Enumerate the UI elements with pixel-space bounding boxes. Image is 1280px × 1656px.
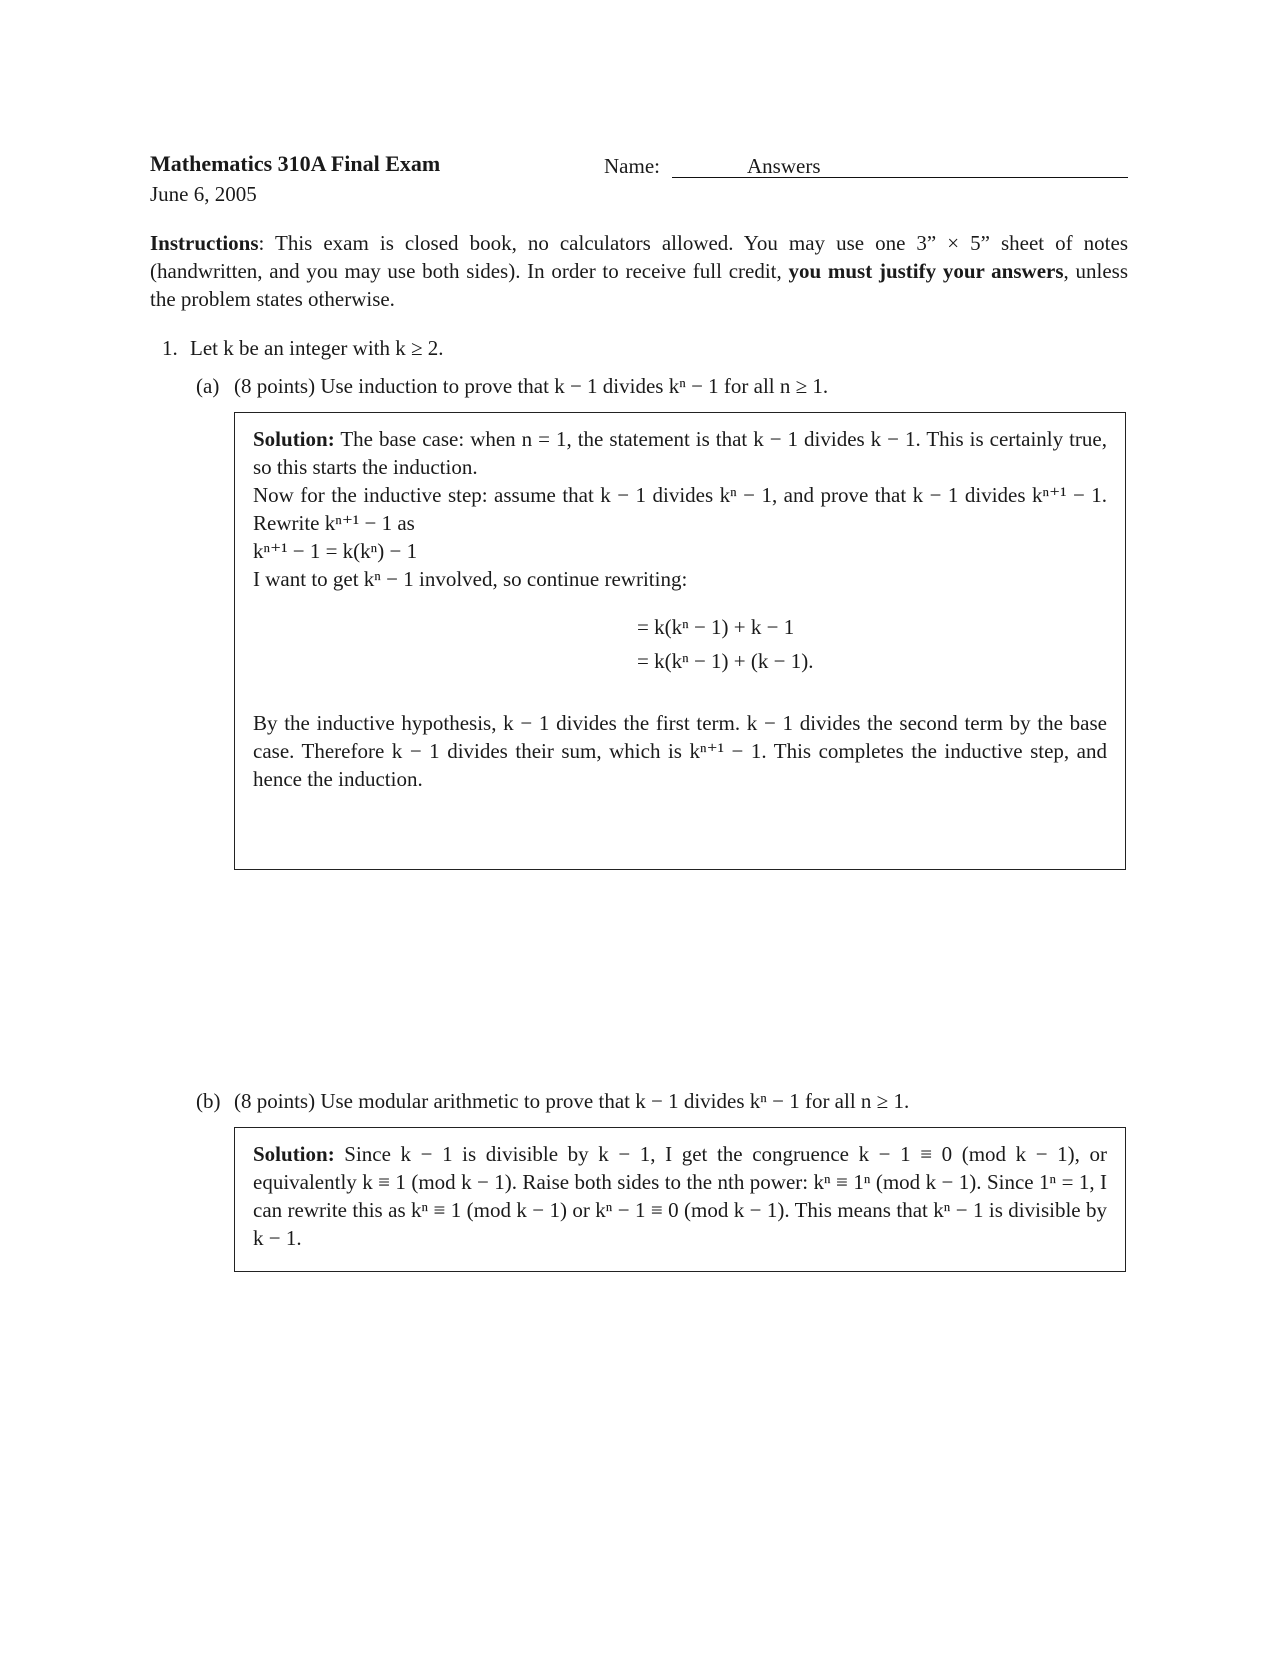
name-field (672, 152, 1128, 178)
part-a-text: (8 points) Use induction to prove that k − 1 divides kⁿ − 1 for all n ≥ 1. (234, 374, 829, 398)
part-a-question (196, 372, 828, 400)
solution-label: Solution: (253, 1142, 335, 1166)
instructions-emphasis: you must justify your answers (788, 259, 1064, 283)
part-a-label: (a) (196, 374, 220, 398)
solution-a-para-2: Now for the inductive step: assume that k − 1 divides kⁿ − 1, and prove that k − 1 divides kⁿ⁺¹ − 1. Rewrite kⁿ⁺¹ − 1 as (253, 483, 1107, 535)
instructions (150, 229, 1128, 313)
solution-box-a (234, 412, 1126, 870)
part-b-label: (b) (196, 1089, 221, 1113)
solution-a-para-1 (253, 425, 1107, 481)
problem-1 (162, 334, 444, 362)
solution-b-para-1 (253, 1140, 1107, 1252)
instructions-text-1: : This exam is closed book, no calculators allowed. You may use one 3” × 5” sheet of notes (handwritten, and you may use both sides). In order to receive full credit, (150, 231, 1128, 283)
instructions-label: Instructions (150, 231, 259, 255)
exam-title: Mathematics 310A Final Exam (150, 151, 441, 176)
solution-a-text-1: The base case: when n = 1, the statement is that k − 1 divides k − 1. This is certainly true, so this starts the induction. (253, 427, 1107, 479)
solution-label: Solution: (253, 427, 335, 451)
solution-b-text-1: Since k − 1 is divisible by k − 1, I get the congruence k − 1 ≡ 0 (mod k − 1), or equivalently k ≡ 1 (mod k − 1). Raise both sides to the nth power: kⁿ ≡ 1ⁿ (mod k − 1). Since 1ⁿ = 1, I can rewrite this as kⁿ ≡ 1 (mod k − 1) or kⁿ − 1 ≡ 0 (mod k − 1). This means that kⁿ − 1 is divisible by k − 1. (253, 1142, 1107, 1250)
part-b-text: (8 points) Use modular arithmetic to prove that k − 1 divides kⁿ − 1 for all n ≥ 1. (234, 1089, 910, 1113)
instructions-text-2: , unless the problem states otherwise. (150, 259, 1129, 311)
solution-box-b (234, 1127, 1126, 1272)
equation-2: = k(kⁿ − 1) + k − 1 (637, 615, 795, 639)
solution-a-para-4: By the inductive hypothesis, k − 1 divides the first term. k − 1 divides the second term by the base case. Therefore k − 1 divides their sum, which is kⁿ⁺¹ − 1. This completes the inductive step, and hence the induction. (253, 711, 1107, 791)
problem-statement: Let k be an integer with k ≥ 2. (190, 336, 444, 360)
equation-group (253, 611, 1107, 691)
problem-number: 1. (162, 336, 178, 360)
equation-3: = k(kⁿ − 1) + (k − 1). (637, 649, 814, 673)
exam-date: June 6, 2005 (150, 182, 257, 206)
equation-1: kⁿ⁺¹ − 1 = k(kⁿ) − 1 (253, 539, 418, 563)
solution-a-para-3: I want to get kⁿ − 1 involved, so continue rewriting: (253, 567, 688, 591)
name-value: Answers (747, 154, 821, 178)
part-b-question (196, 1087, 909, 1115)
name-label: Name: (604, 154, 660, 178)
